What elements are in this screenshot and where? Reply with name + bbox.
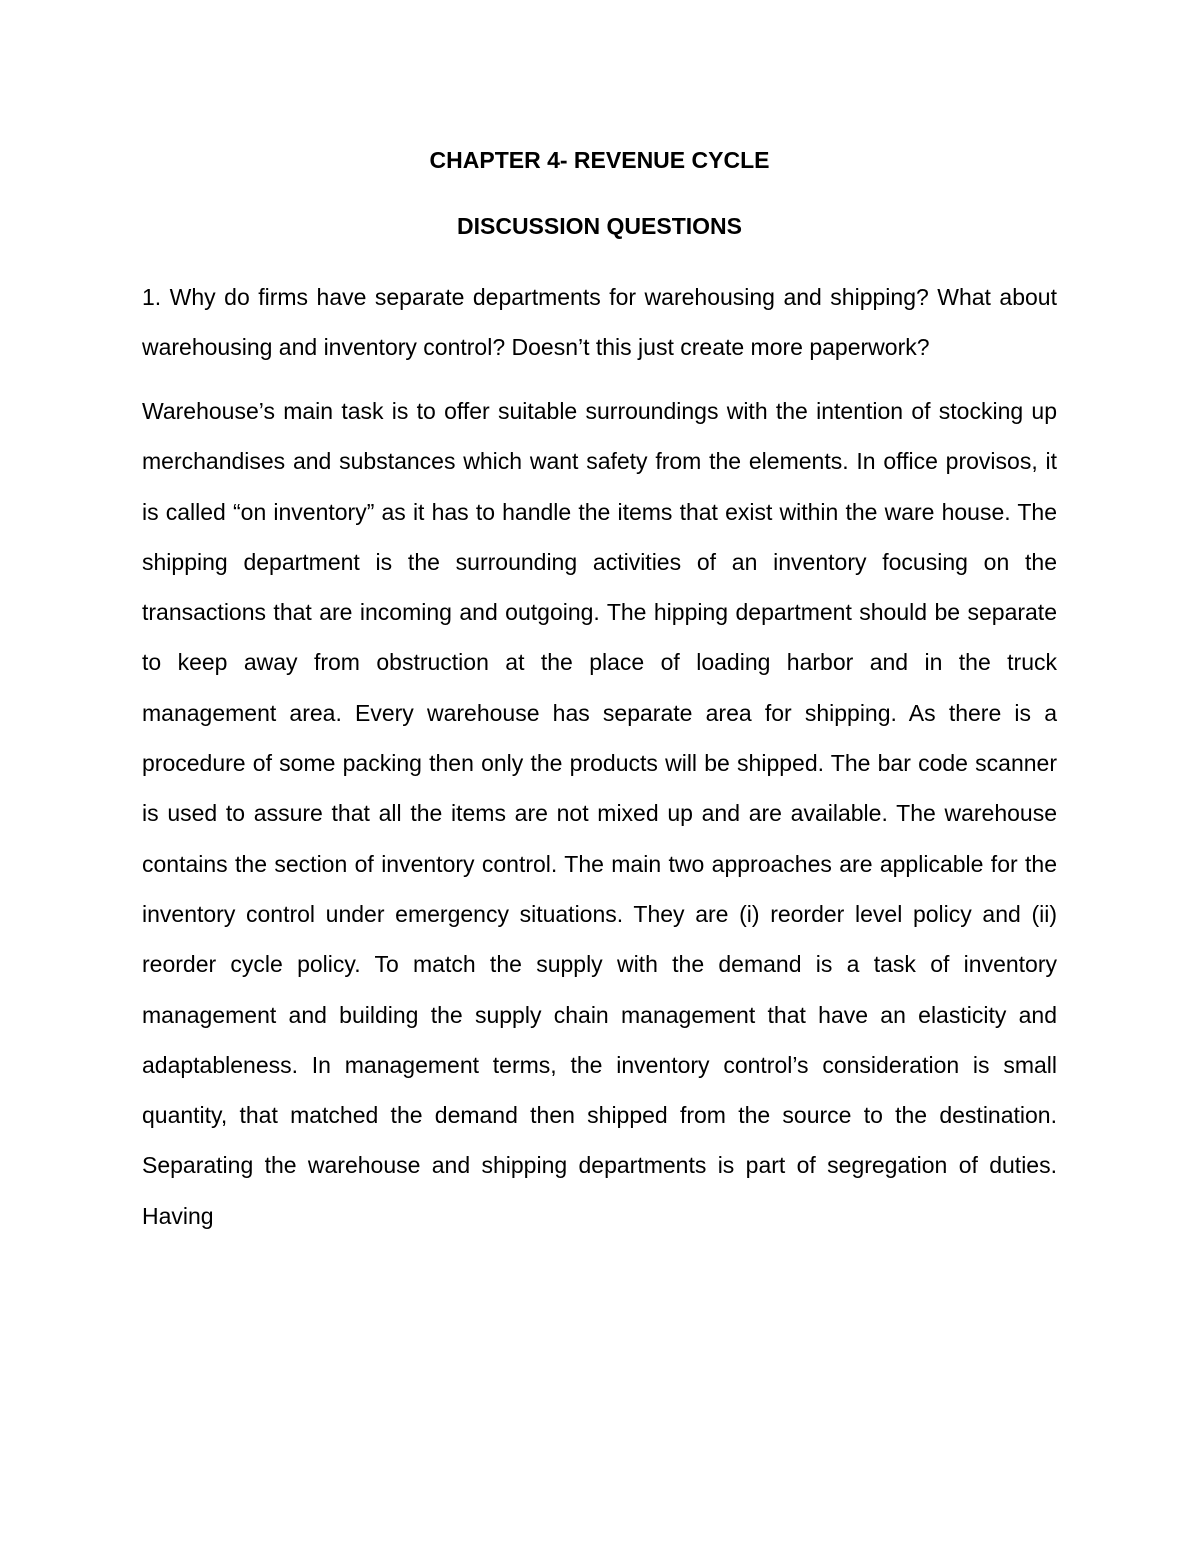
document-body bbox=[142, 140, 1057, 1241]
section-subtitle: DISCUSSION QUESTIONS bbox=[457, 213, 742, 239]
answer-paragraph: Warehouse’s main task is to offer suitable surroundings with the intention of stocking up merchandises and substances which want safety from the elements. In office provisos, it is called “on inventory” as it has to handle the items that exist within the ware house. The shipping department is the surrounding activities of an inventory focusing on the transactions that are incoming and outgoing. The hipping department should be separate to keep away from obstruction at the place of loading harbor and in the truck management area. Every warehouse has separate area for shipping. As there is a procedure of some packing then only the products will be shipped. The bar code scanner is used to assure that all the items are not mixed up and are available. The warehouse contains the section of inventory control. The main two approaches are applicable for the inventory control under emergency situations. They are (i) reorder level policy and (ii) reorder cycle policy. To match the supply with the demand is a task of inventory management and building the supply chain management that have an elasticity and adaptableness. In management terms, the inventory control’s consideration is small quantity, that matched the demand then shipped from the source to the destination. Separating the warehouse and shipping departments is part of segregation of duties. Having bbox=[142, 398, 1057, 1229]
discussion-question: 1. Why do firms have separate departments for warehousing and shipping? What about warehousing and inventory control? Doesn’t this just create more paperwork? bbox=[142, 284, 1057, 360]
chapter-title: CHAPTER 4- REVENUE CYCLE bbox=[429, 147, 770, 173]
